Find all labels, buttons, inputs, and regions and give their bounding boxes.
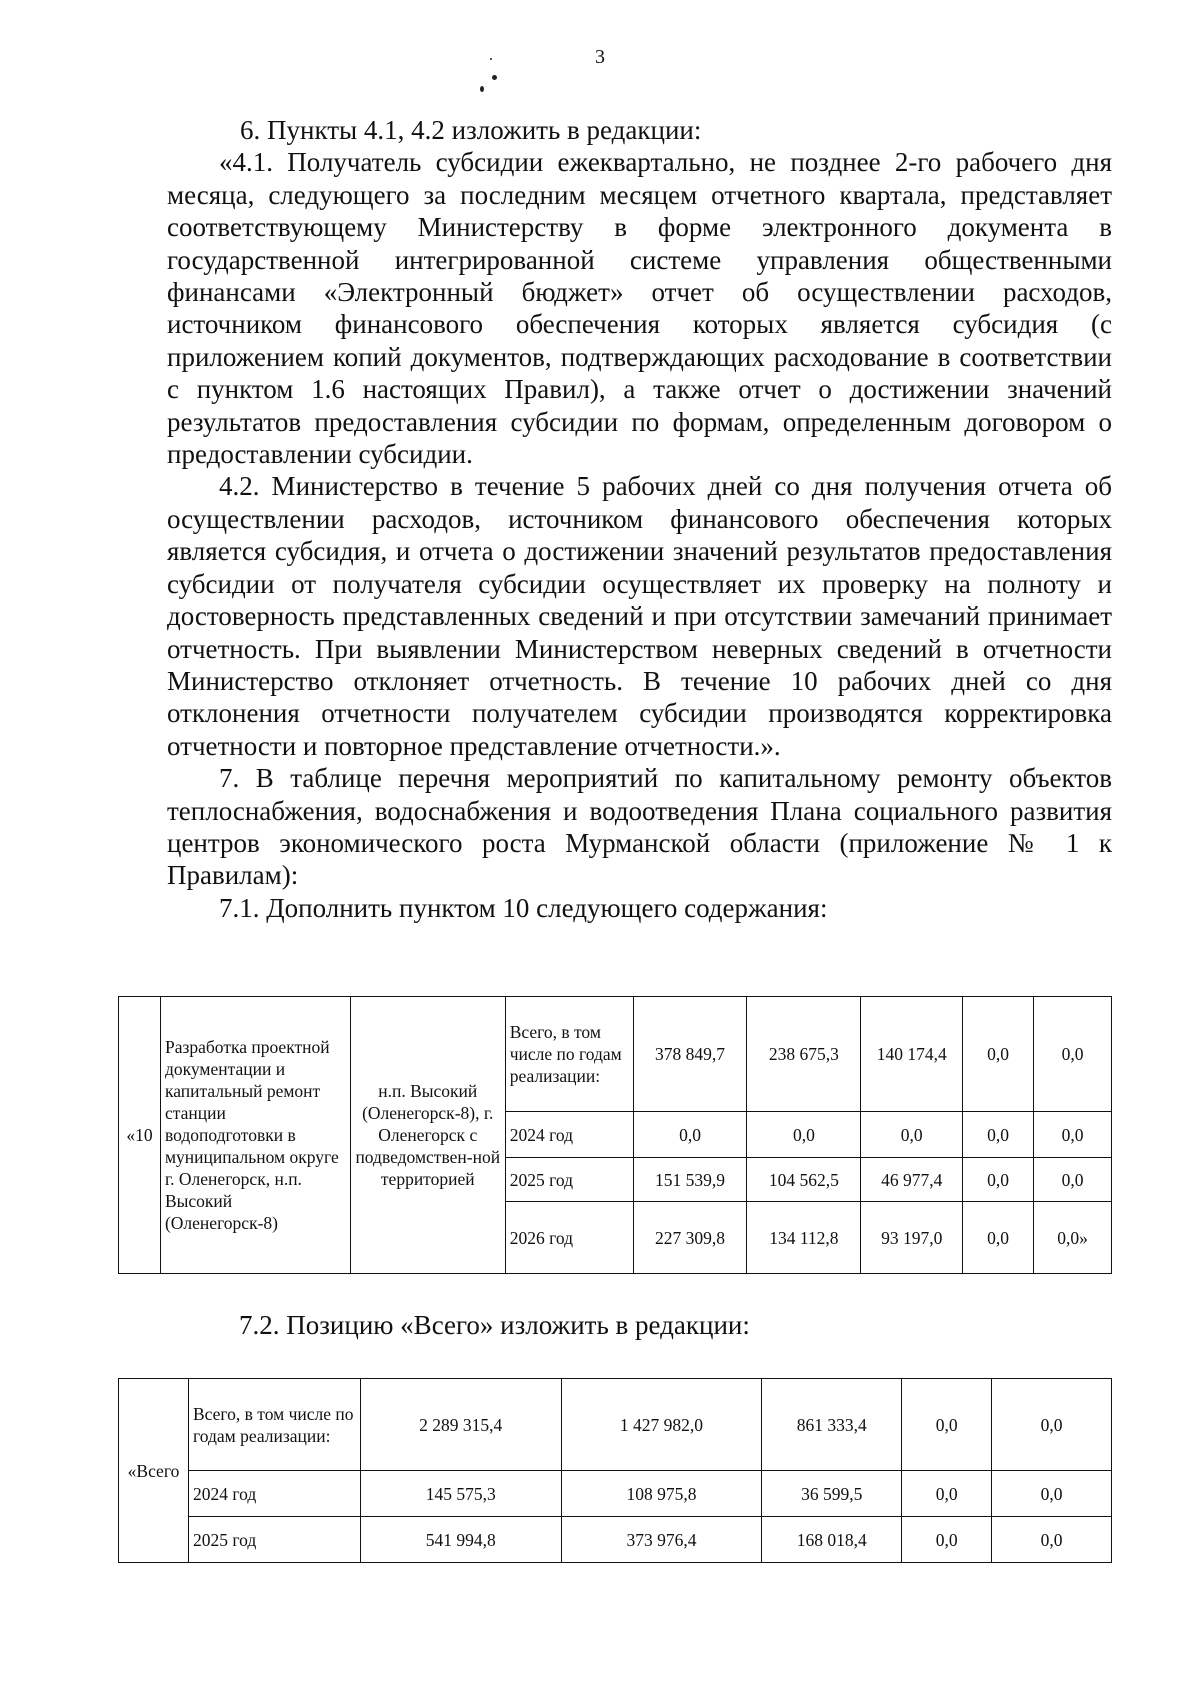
table-row [119, 1517, 1112, 1563]
value-cell: 0,0 [1034, 1158, 1112, 1202]
value-cell: 373 976,4 [561, 1517, 762, 1563]
period-cell: 2024 год [505, 1112, 633, 1158]
value-cell: 46 977,4 [861, 1158, 963, 1202]
value-cell: 0,0 [992, 1379, 1112, 1471]
value-cell: 0,0 [992, 1471, 1112, 1517]
paragraph-7-2: 7.2. Позицию «Всего» изложить в редакции: [239, 1310, 750, 1340]
value-cell: 104 562,5 [747, 1158, 861, 1202]
table-row [119, 1379, 1112, 1471]
period-cell: 2024 год [188, 1471, 360, 1517]
value-cell: 0,0 [747, 1112, 861, 1158]
value-cell: 140 174,4 [861, 997, 963, 1112]
value-cell: 0,0 [902, 1471, 992, 1517]
row-number-cell: «10 [119, 997, 161, 1274]
period-cell: Всего, в том числе по годам реализации: [188, 1379, 360, 1471]
value-cell: 0,0 [992, 1517, 1112, 1563]
paragraph-4-1: «4.1. Получатель субсидии ежеквартально, не позднее 2-го рабочего дня месяца, следующего за последним месяцем отчетного квартала, представляет соответствующему Министерству в форме электронного документа в государственной интегрированной системе управления общественными финансами «Электронный бюджет» отчет об осуществлении расходов, источником финансового обеспечения которых является субсидия (с приложением копий документов, подтверждающих расходование в соответствии с пунктом 1.6 настоящих Правил), а также отчет о достижении значений результатов предоставления субсидии по формам, определенным договором о предоставлении субсидии. [167, 147, 1112, 470]
total-label-cell: «Всего [119, 1379, 189, 1563]
value-cell: 227 309,8 [633, 1202, 747, 1274]
value-cell: 0,0» [1034, 1202, 1112, 1274]
value-cell: 151 539,9 [633, 1158, 747, 1202]
value-cell: 0,0 [1034, 1112, 1112, 1158]
page-number: 3 [595, 46, 605, 68]
period-cell: 2025 год [505, 1158, 633, 1202]
scan-speck [480, 86, 484, 92]
period-cell: 2025 год [188, 1517, 360, 1563]
value-cell: 0,0 [902, 1379, 992, 1471]
value-cell: 0,0 [633, 1112, 747, 1158]
scan-speck [490, 58, 492, 60]
value-cell: 145 575,3 [360, 1471, 561, 1517]
paragraph-4-2: 4.2. Министерство в течение 5 рабочих дней со дня получения отчета об осуществлении расходов, источником финансового обеспечения которых является субсидия, и отчета о достижении значений результатов предоставления субсидии от получателя субсидии осуществляет их проверку на полноту и достоверность представленных сведений и при отсутствии замечаний принимает отчетность. При выявлении Министерством неверных сведений в отчетности Министерство отклоняет отчетность. В течение 10 рабочих дней со дня отклонения отчетности получателем субсидии производятся корректировка отчетности и повторное представление отчетности.». [167, 471, 1112, 761]
value-cell: 134 112,8 [747, 1202, 861, 1274]
value-cell: 0,0 [963, 997, 1034, 1112]
value-cell: 0,0 [963, 1202, 1034, 1274]
value-cell: 36 599,5 [762, 1471, 902, 1517]
value-cell: 0,0 [902, 1517, 992, 1563]
value-cell: 2 289 315,4 [360, 1379, 561, 1471]
total-table [118, 1378, 1112, 1563]
period-cell: 2026 год [505, 1202, 633, 1274]
paragraph-7: 7. В таблице перечня мероприятий по капитальному ремонту объектов теплоснабжения, водоснабжения и водоотведения Плана социального развития центров экономического роста Мурманской области (приложение № 1 к Правилам): [167, 763, 1112, 891]
value-cell: 1 427 982,0 [561, 1379, 762, 1471]
value-cell: 378 849,7 [633, 997, 747, 1112]
value-cell: 168 018,4 [762, 1517, 902, 1563]
value-cell: 0,0 [963, 1158, 1034, 1202]
value-cell: 238 675,3 [747, 997, 861, 1112]
scan-speck [492, 75, 497, 80]
activity-cell: Разработка проектной документации и капитальный ремонт станции водоподготовки в муниципальном округе г. Оленегорск, н.п. Высокий (Оленегорск-8) [160, 997, 350, 1274]
table-row [119, 997, 1112, 1112]
value-cell: 861 333,4 [762, 1379, 902, 1471]
value-cell: 0,0 [963, 1112, 1034, 1158]
value-cell: 0,0 [1034, 997, 1112, 1112]
activity-table [118, 996, 1112, 1274]
value-cell: 0,0 [861, 1112, 963, 1158]
location-cell: н.п. Высокий (Оленегорск-8), г. Оленегорск с подведомствен-ной территорией [350, 997, 505, 1274]
document-body [167, 114, 1112, 924]
value-cell: 108 975,8 [561, 1471, 762, 1517]
value-cell: 541 994,8 [360, 1517, 561, 1563]
period-cell: Всего, в том числе по годам реализации: [505, 997, 633, 1112]
paragraph-6: 6. Пункты 4.1, 4.2 изложить в редакции: [240, 115, 702, 145]
paragraph-7-1: 7.1. Дополнить пунктом 10 следующего содержания: [219, 892, 828, 923]
value-cell: 93 197,0 [861, 1202, 963, 1274]
table-row [119, 1471, 1112, 1517]
